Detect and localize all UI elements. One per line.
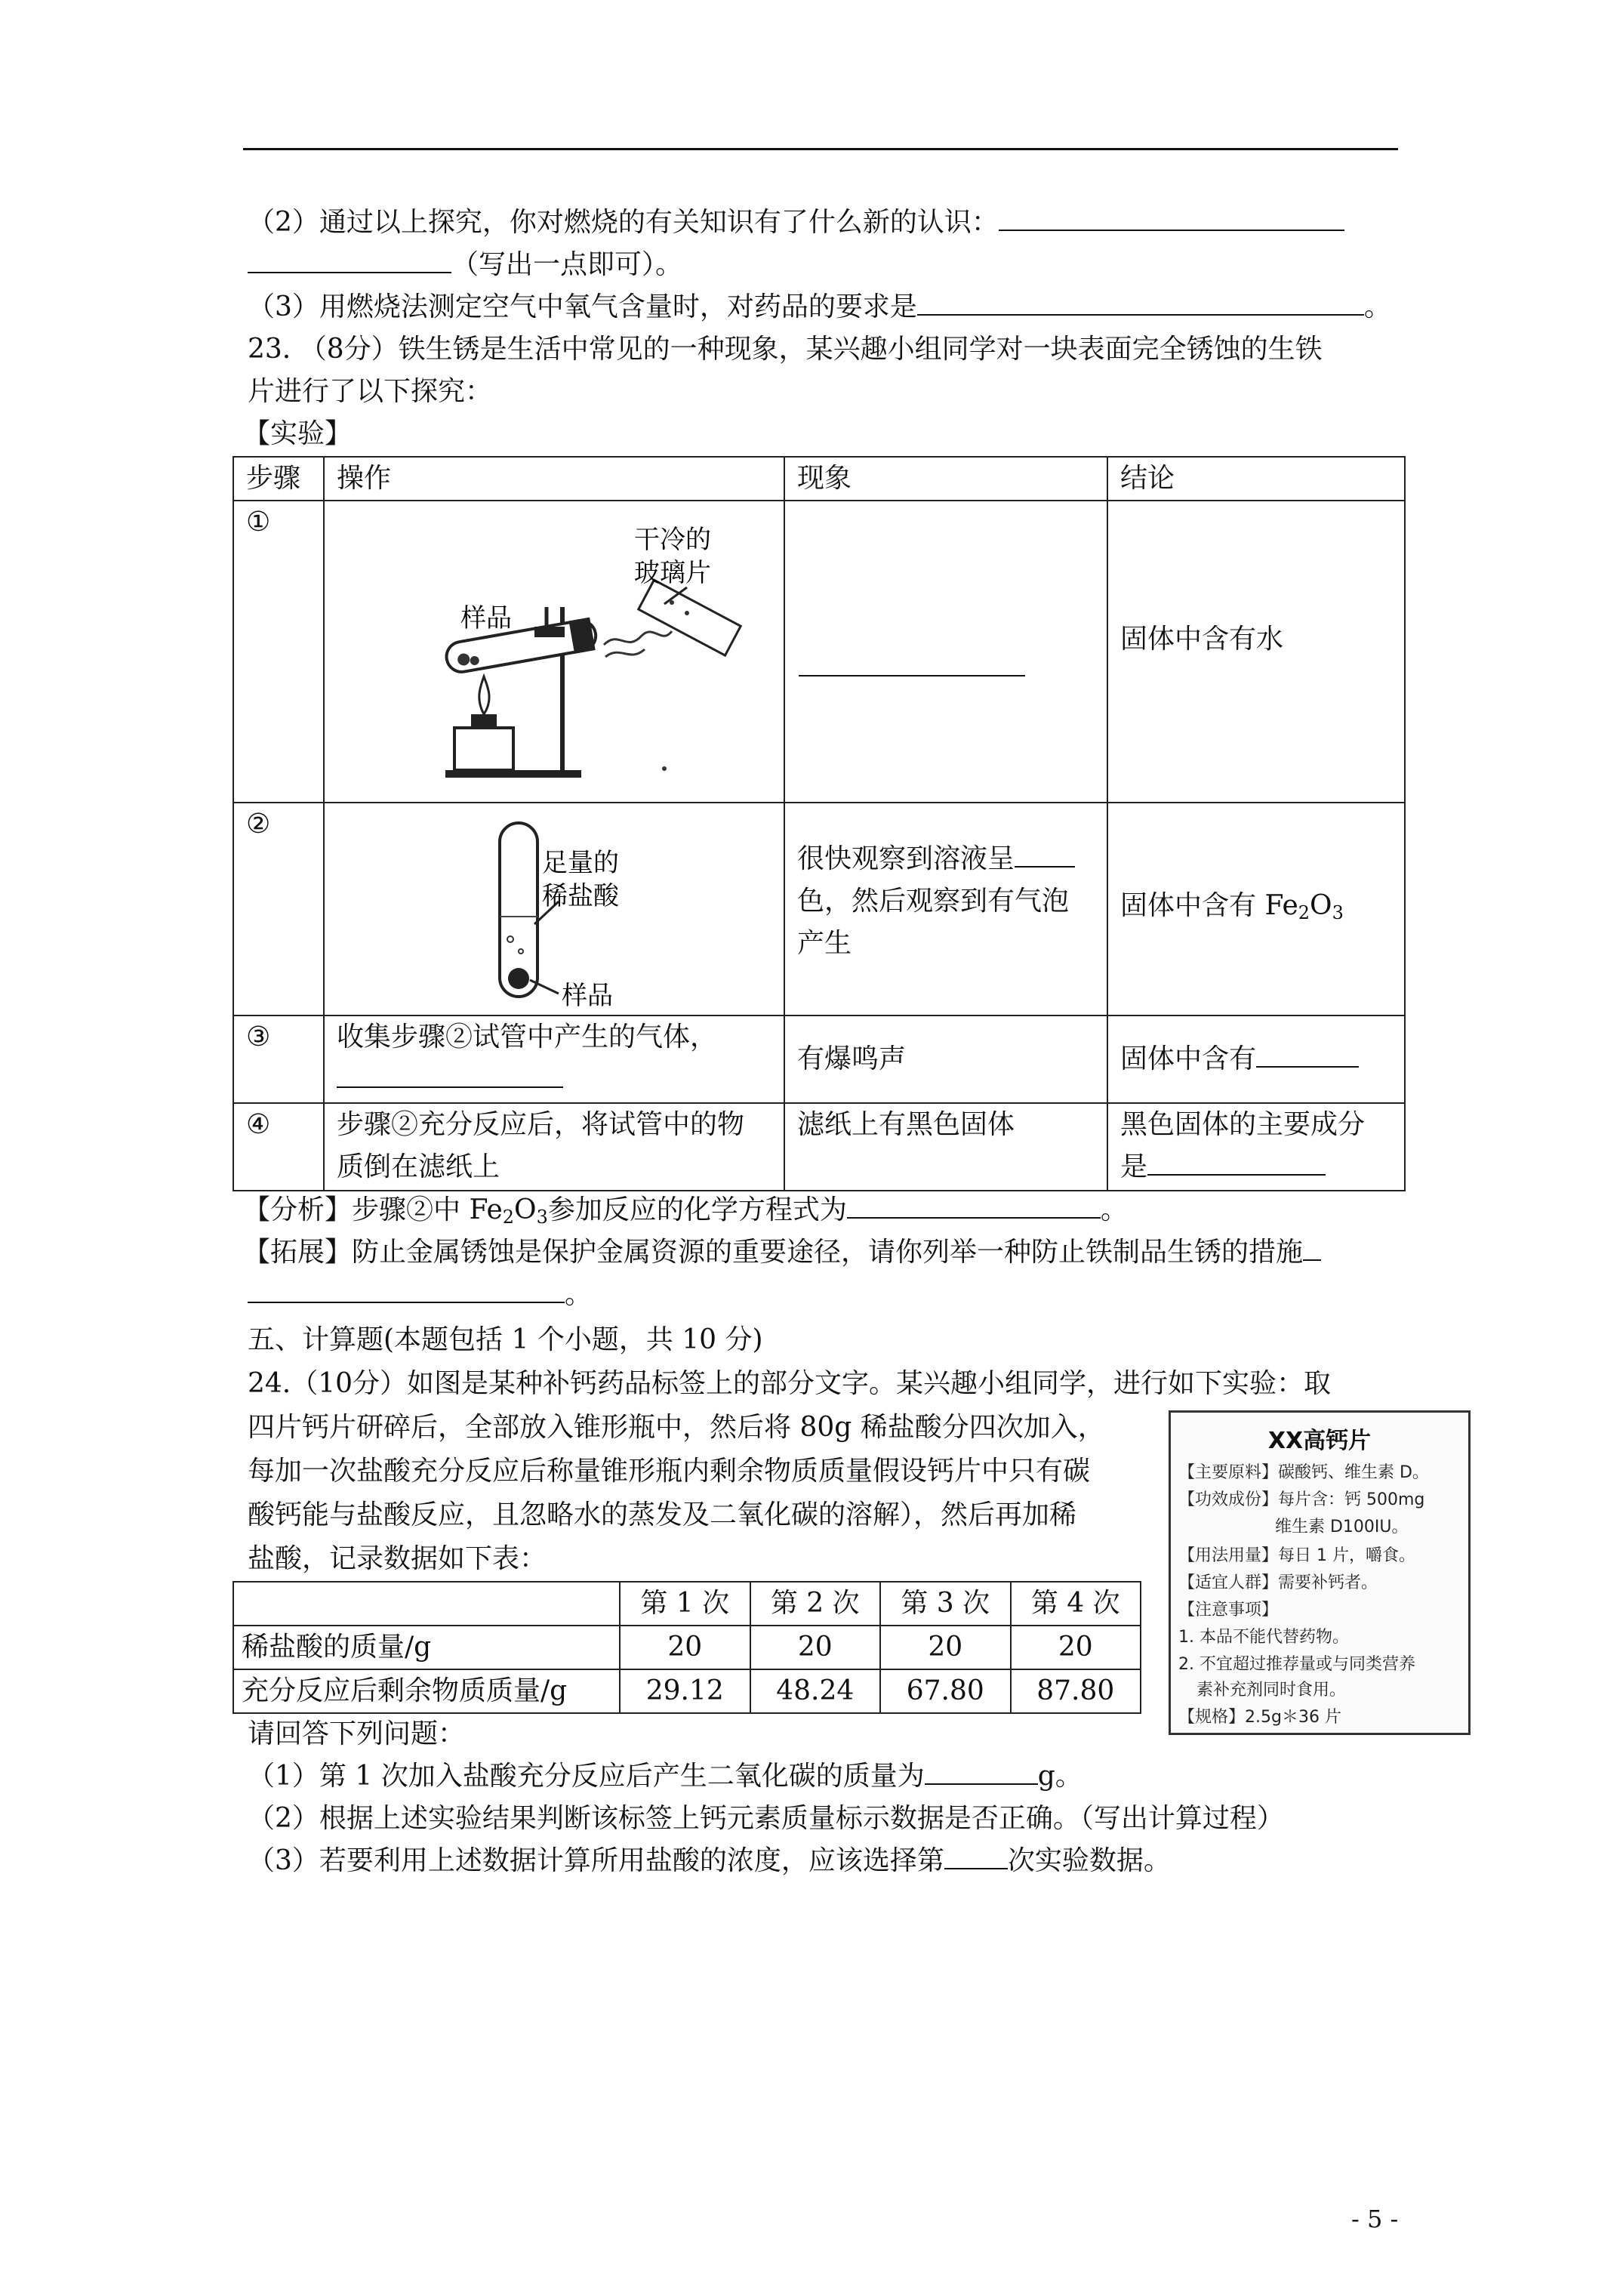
supplement-label-image	[1169, 1410, 1471, 1735]
flame-icon	[479, 676, 489, 714]
answer-blank[interactable]	[925, 1758, 1038, 1785]
heating-apparatus-figure	[332, 501, 755, 800]
phenomenon-4: 滤纸上有黑色固体	[784, 1103, 1107, 1191]
header-rule	[243, 148, 1398, 150]
q24-line-4: 酸钙能与盐酸反应，且忽略水的蒸发及二氧化碳的溶解），然后再加稀	[248, 1499, 1077, 1530]
answer-blank[interactable]	[1015, 840, 1075, 868]
cell: 20	[880, 1626, 1011, 1669]
conclusion-2: 固体中含有 $Fe_2O_3$	[1107, 803, 1405, 1015]
operation-1-figure	[324, 501, 784, 803]
row-label: 稀盐酸的质量/g	[233, 1626, 620, 1669]
label-line: 【注意事项】	[1178, 1601, 1279, 1620]
step-2: ②	[233, 803, 324, 1015]
q22-part2-tail: （写出一点即可）。	[248, 246, 682, 284]
label-line: 1. 本品不能代替药物。	[1178, 1628, 1349, 1647]
label-line: 素补充剂同时食用。	[1196, 1681, 1347, 1700]
page-number: - 5 -	[1351, 2205, 1399, 2233]
answer-blank[interactable]	[337, 1061, 563, 1088]
label-line: 【规格】2.5g＊36 片	[1178, 1708, 1341, 1727]
table-corner	[233, 1582, 620, 1626]
cell: 20	[1011, 1626, 1141, 1669]
table-row	[233, 1669, 1141, 1713]
col-header: 第 3 次	[880, 1582, 1011, 1626]
operation-3: 收集步骤②试管中产生的气体，	[324, 1015, 784, 1103]
step-4: ④	[233, 1103, 324, 1191]
q24-sub-1: （1）第 1 次加入盐酸充分反应后产生二氧化碳的质量为 g。	[248, 1758, 1083, 1795]
cell: 20	[750, 1626, 881, 1669]
col-header-operation: 操作	[324, 457, 784, 501]
q24-line-3: 每加一次盐酸充分反应后称量锥形瓶内剩余物质质量假设钙片中只有碳	[248, 1456, 1091, 1487]
alcohol-lamp	[454, 728, 513, 770]
col-header: 第 1 次	[620, 1582, 750, 1626]
answer-blank[interactable]	[999, 204, 1344, 231]
q24-sub-2: （2）根据上述实验结果判断该标签上钙元素质量标示数据是否正确。（写出计算过程）	[248, 1803, 1284, 1834]
step-1: ①	[233, 501, 324, 803]
label-line: 维生素 D100IU。	[1275, 1518, 1409, 1536]
analysis: 【分析】步骤②中 $Fe_2O_3$参加反应的化学方程式为 。	[243, 1191, 1128, 1236]
cell: 29.12	[620, 1669, 750, 1713]
label-acid-1: 足量的	[542, 848, 619, 878]
test-tube-figure	[332, 803, 755, 1013]
col-header-phenomenon: 现象	[784, 457, 1107, 501]
row-label: 充分反应后剩余物质质量/g	[233, 1669, 620, 1713]
answer-prompt: 请回答下列问题：	[248, 1718, 466, 1749]
label-line: 【用法用量】每日 1 片，嚼食。	[1178, 1546, 1415, 1565]
table-row	[233, 1626, 1141, 1669]
col-header: 第 2 次	[750, 1582, 881, 1626]
section-5-heading: 五、计算题(本题包括 1 个小题，共 10 分)	[248, 1324, 763, 1355]
phenomenon-1	[784, 501, 1107, 803]
answer-blank[interactable]	[1303, 1234, 1321, 1261]
experiment-table	[233, 456, 1406, 1191]
label-sample-2: 样品	[562, 981, 613, 1011]
label-glass-1: 干冷的	[634, 525, 711, 555]
col-header-step: 步骤	[233, 457, 324, 501]
q22-part2: （2）通过以上探究，你对燃烧的有关知识有了什么新的认识：	[248, 204, 1344, 242]
label-line: 【适宜人群】需要补钙者。	[1178, 1573, 1378, 1592]
q23-intro: 23. （8分）铁生锈是生活中常见的一种现象，某兴趣小组同学对一块表面完全锈蚀的生铁	[248, 334, 1323, 365]
conclusion-1: 固体中含有水	[1107, 501, 1405, 803]
cell: 67.80	[880, 1669, 1011, 1713]
conclusion-4: 黑色固体的主要成分 是	[1107, 1103, 1405, 1191]
answer-blank[interactable]	[248, 246, 451, 273]
cell: 20	[620, 1626, 750, 1669]
lamp-top	[471, 714, 497, 729]
answer-blank[interactable]	[248, 1276, 565, 1303]
answer-blank[interactable]	[944, 1842, 1008, 1869]
answer-blank[interactable]	[917, 288, 1364, 316]
phenomenon-3: 有爆鸣声	[784, 1015, 1107, 1103]
label-line: 【功效成份】每片含：钙 500mg	[1178, 1490, 1425, 1509]
answer-blank[interactable]	[1256, 1040, 1359, 1068]
label-acid-2: 稀盐酸	[542, 881, 619, 911]
cell: 48.24	[750, 1669, 881, 1713]
extension-tail: 。	[248, 1276, 592, 1314]
data-table	[233, 1581, 1141, 1714]
operation-2-figure	[324, 803, 784, 1015]
experiment-heading: 【实验】	[243, 418, 353, 449]
phenomenon-2: 很快观察到溶液呈 色，然后观察到有气泡 产生	[784, 803, 1107, 1015]
answer-blank[interactable]	[799, 649, 1025, 676]
operation-4: 步骤②充分反应后，将试管中的物 质倒在滤纸上	[324, 1103, 784, 1191]
label-title: XX高钙片	[1267, 1428, 1372, 1454]
step-3: ③	[233, 1015, 324, 1103]
q24-line-1: 24.（10分）如图是某种补钙药品标签上的部分文字。某兴趣小组同学，进行如下实验：取	[248, 1368, 1332, 1399]
extension: 【拓展】防止金属锈蚀是保护金属资源的重要途径，请你列举一种防止铁制品生锈的措施	[243, 1234, 1321, 1271]
clamp	[534, 627, 565, 637]
label-line: 【主要原料】碳酸钙、维生素 D。	[1178, 1463, 1429, 1482]
label-glass-2: 玻璃片	[634, 558, 711, 588]
cell: 87.80	[1011, 1669, 1141, 1713]
vapor-icon	[604, 631, 672, 645]
q22-part3: （3）用燃烧法测定空气中氧气含量时，对药品的要求是 。	[248, 288, 1391, 326]
glass-slide	[639, 580, 741, 655]
q23-intro-cont: 片进行了以下探究：	[248, 376, 493, 407]
label-line: 2. 不宜超过推荐量或与同类营养	[1178, 1655, 1415, 1674]
col-header: 第 4 次	[1011, 1582, 1141, 1626]
q24-line-2: 四片钙片研碎后，全部放入锥形瓶中，然后将 80g 稀盐酸分四次加入，	[248, 1412, 1105, 1443]
q24-line-5: 盐酸，记录数据如下表：	[248, 1543, 547, 1574]
conclusion-3: 固体中含有	[1107, 1015, 1405, 1103]
col-header-conclusion: 结论	[1107, 457, 1405, 501]
answer-blank[interactable]	[847, 1191, 1101, 1219]
label-sample: 样品	[460, 603, 512, 633]
q24-sub-3: （3）若要利用上述数据计算所用盐酸的浓度，应该选择第 次实验数据。	[248, 1842, 1171, 1880]
answer-blank[interactable]	[1147, 1148, 1326, 1176]
